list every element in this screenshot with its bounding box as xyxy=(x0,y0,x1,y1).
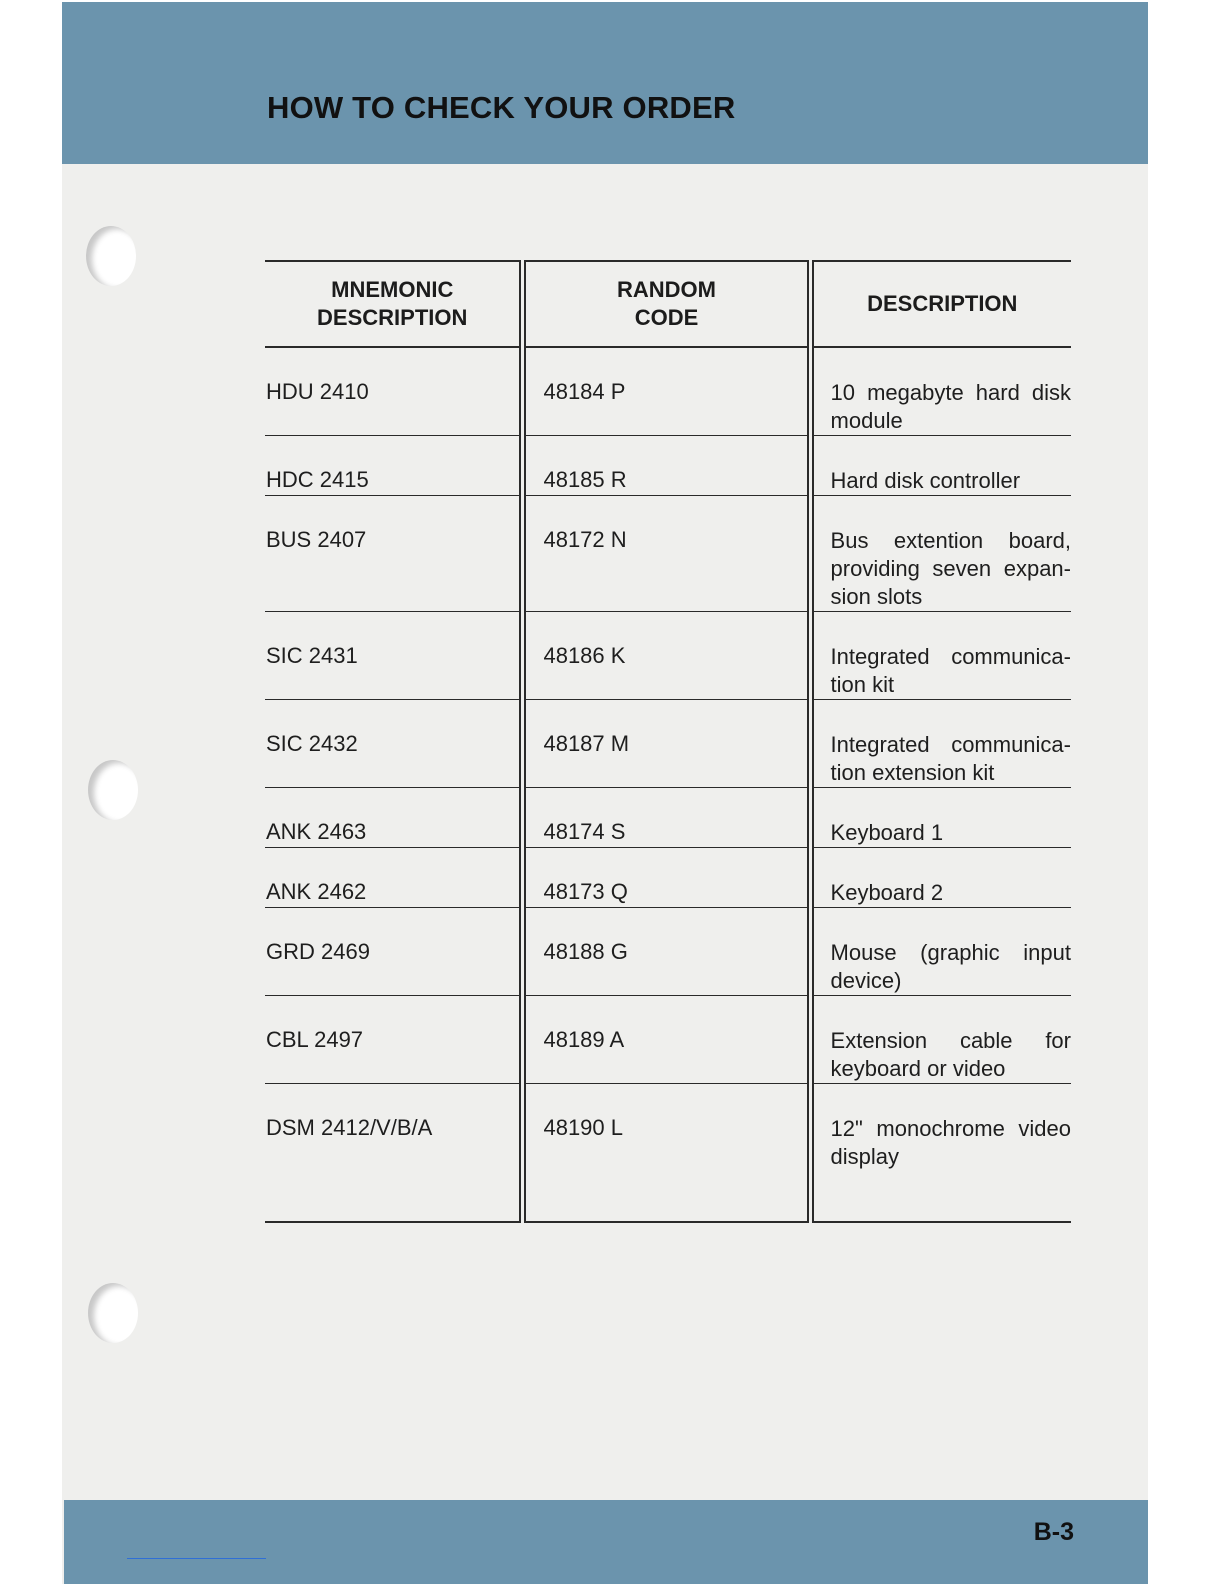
punch-hole xyxy=(86,226,136,286)
cell-mnemonic: SIC 2431 xyxy=(265,612,523,700)
cell-mnemonic: HDU 2410 xyxy=(265,347,523,436)
footer-band xyxy=(64,1500,1148,1584)
cell-description: Hard disk controller xyxy=(810,436,1071,496)
table-row xyxy=(265,436,1071,496)
cell-description: Mouse (graphic input device) xyxy=(810,908,1071,996)
table-row xyxy=(265,612,1071,700)
cell-code: 48189 A xyxy=(523,996,810,1084)
header-description: DESCRIPTION xyxy=(810,261,1071,347)
cell-mnemonic: SIC 2432 xyxy=(265,700,523,788)
table-row xyxy=(265,496,1071,612)
cell-description: Keyboard 2 xyxy=(810,848,1071,908)
table-header-row xyxy=(265,261,1071,347)
page-title: HOW TO CHECK YOUR ORDER xyxy=(267,90,736,125)
cell-code: 48173 Q xyxy=(523,848,810,908)
order-table xyxy=(265,260,1071,1223)
cell-description: Integrated communica-tion kit xyxy=(810,612,1071,700)
cell-mnemonic: ANK 2462 xyxy=(265,848,523,908)
cell-description: 12" monochrome video display xyxy=(810,1084,1071,1222)
footer-link-underline xyxy=(127,1558,266,1559)
table-row xyxy=(265,996,1071,1084)
cell-mnemonic: GRD 2469 xyxy=(265,908,523,996)
cell-description: Bus extention board, providing seven expan-sion slots xyxy=(810,496,1071,612)
cell-code: 48188 G xyxy=(523,908,810,996)
cell-mnemonic: ANK 2463 xyxy=(265,788,523,848)
cell-code: 48190 L xyxy=(523,1084,810,1222)
header-band xyxy=(62,2,1148,164)
table-row xyxy=(265,1084,1071,1222)
cell-description: 10 megabyte hard disk module xyxy=(810,347,1071,436)
cell-mnemonic: BUS 2407 xyxy=(265,496,523,612)
cell-code: 48172 N xyxy=(523,496,810,612)
table-row xyxy=(265,700,1071,788)
table-row xyxy=(265,347,1071,436)
header-random-code: RANDOM CODE xyxy=(523,261,810,347)
cell-code: 48174 S xyxy=(523,788,810,848)
page-number: B-3 xyxy=(1033,1518,1074,1546)
punch-hole xyxy=(88,760,138,820)
header-mnemonic-description: MNEMONIC DESCRIPTION xyxy=(265,261,523,347)
table-row xyxy=(265,908,1071,996)
cell-mnemonic: HDC 2415 xyxy=(265,436,523,496)
cell-code: 48185 R xyxy=(523,436,810,496)
cell-mnemonic: DSM 2412/V/B/A xyxy=(265,1084,523,1222)
table-row xyxy=(265,788,1071,848)
table-row xyxy=(265,848,1071,908)
punch-hole xyxy=(88,1283,138,1343)
cell-mnemonic: CBL 2497 xyxy=(265,996,523,1084)
cell-code: 48186 K xyxy=(523,612,810,700)
cell-code: 48184 P xyxy=(523,347,810,436)
cell-description: Integrated communica-tion extension kit xyxy=(810,700,1071,788)
cell-code: 48187 M xyxy=(523,700,810,788)
cell-description: Extension cable for keyboard or video xyxy=(810,996,1071,1084)
cell-description: Keyboard 1 xyxy=(810,788,1071,848)
